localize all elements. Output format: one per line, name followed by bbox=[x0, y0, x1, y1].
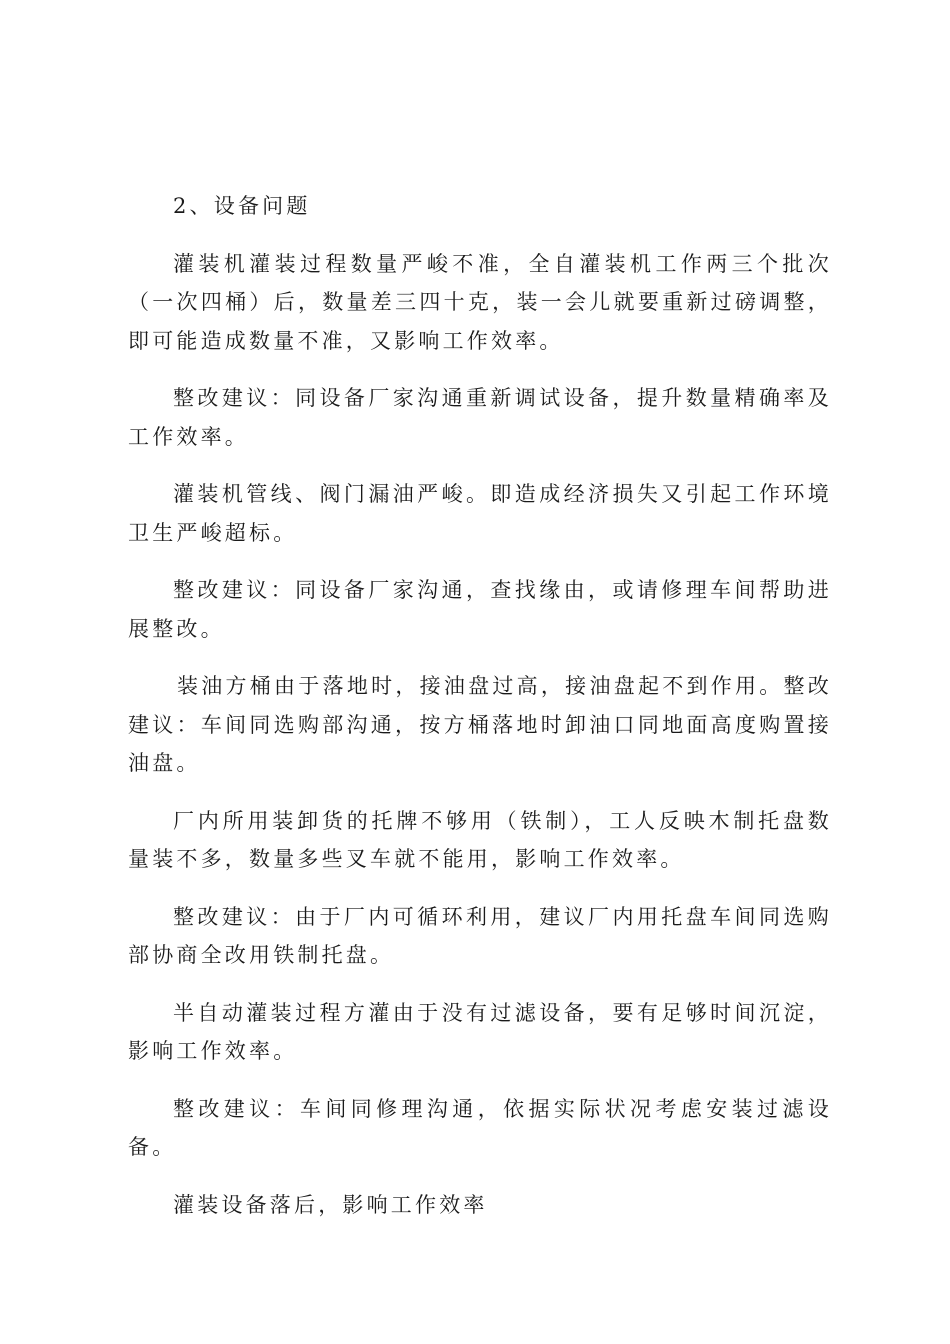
document-body bbox=[128, 187, 832, 1224]
paragraph-suggestion-find-cause: 整改建议：同设备厂家沟通，查找缘由，或请修理车间帮助进展整改。 bbox=[128, 578, 832, 641]
paragraph-filtering: 半自动灌装过程方灌由于没有过滤设备，要有足够时间沉淀，影响工作效率。 bbox=[128, 1000, 832, 1063]
paragraph-suggestion-install-filter: 整改建议：车间同修理沟通，依据实际状况考虑安装过滤设备。 bbox=[128, 1096, 832, 1159]
paragraph-filling-accuracy: 灌装机灌装过程数量严峻不准，全自灌装机工作两三个批次（一次四桶）后，数量差三四十克，装一会儿就要重新过磅调整，即可能造成数量不准，又影响工作效率。 bbox=[128, 251, 832, 353]
paragraph-suggestion-recalibrate: 整改建议：同设备厂家沟通重新调试设备，提升数量精确率及工作效率。 bbox=[128, 386, 832, 449]
section-heading: 2、设备问题 bbox=[173, 194, 311, 218]
paragraph-oil-leak: 灌装机管线、阀门漏油严峻。即造成经济损失又引起工作环境卫生严峻超标。 bbox=[128, 482, 832, 545]
paragraph-outdated-equipment: 灌装设备落后，影响工作效率 bbox=[173, 1192, 488, 1217]
paragraph-drip-tray: 装油方桶由于落地时，接油盘过高，接油盘起不到作用。整改建议：车间同选购部沟通，按方桶落地时卸油口同地面高度购置接油盘。 bbox=[128, 674, 832, 775]
paragraph-pallets: 厂内所用装卸货的托牌不够用（铁制），工人反映木制托盘数量装不多，数量多些叉车就不能用，影响工作效率。 bbox=[128, 808, 832, 871]
paragraph-suggestion-iron-pallets: 整改建议：由于厂内可循环利用，建议厂内用托盘车间同选购部协商全改用铁制托盘。 bbox=[128, 904, 832, 967]
